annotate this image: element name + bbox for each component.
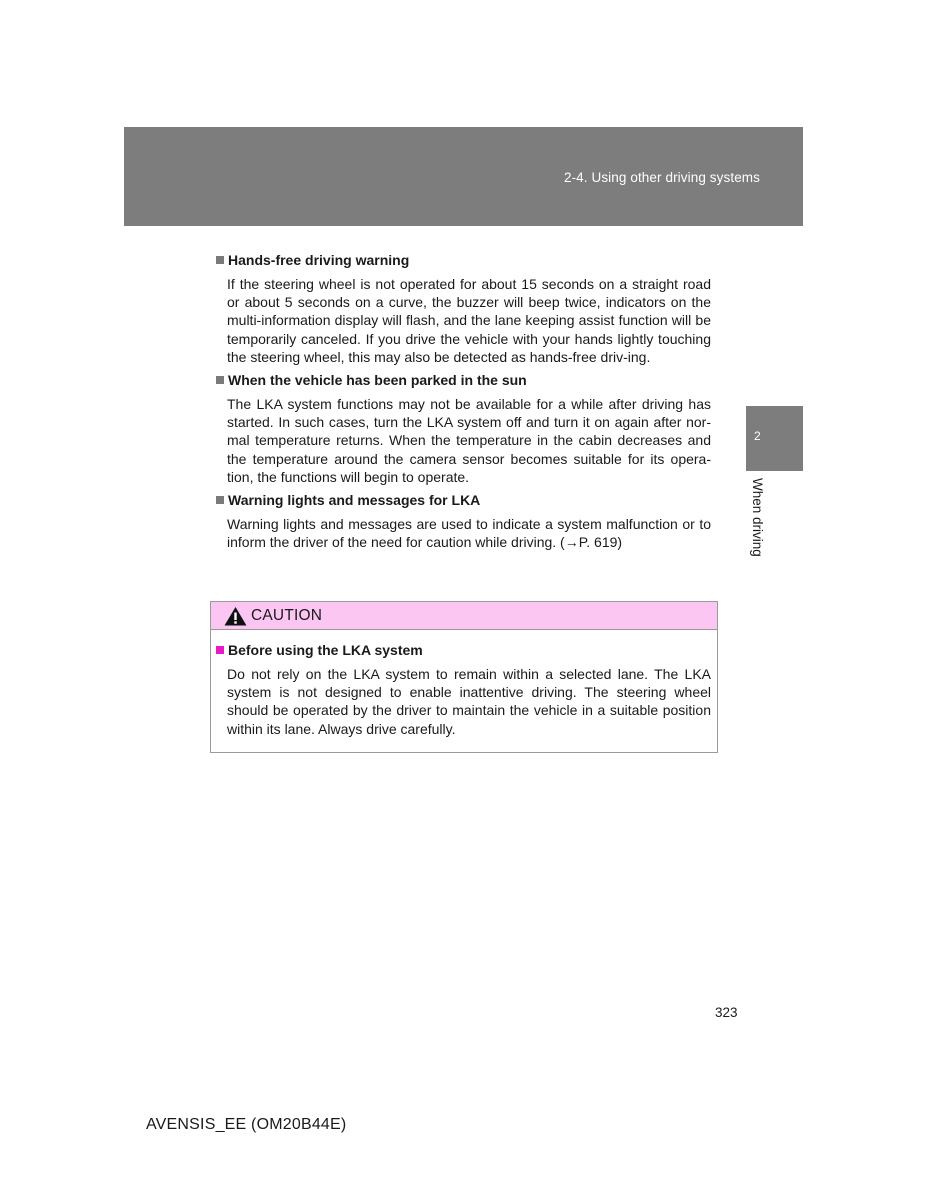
square-bullet-icon xyxy=(216,376,224,384)
caution-header xyxy=(211,602,717,630)
section-warning-lights xyxy=(216,491,711,551)
warning-triangle-icon xyxy=(224,606,247,626)
page-number: 323 xyxy=(715,1005,738,1020)
caution-heading xyxy=(216,641,712,659)
section-title: 2-4. Using other driving systems xyxy=(563,170,760,185)
section-heading xyxy=(216,491,711,509)
section-heading xyxy=(216,371,711,389)
caution-title: CAUTION xyxy=(251,606,323,624)
section-body: If the steering wheel is not operated for about 15 seconds on a straight road or about 5 seconds on a curve, the buzzer will beep twice, indicators on the multi-information display will flash, and the lane keeping assist function will be temporarily canceled. If you drive the vehicle with your hands lightly touching the steering wheel, this may also be detected as hands-free driv-ing. xyxy=(227,276,711,365)
manual-code: AVENSIS_EE (OM20B44E) xyxy=(146,1116,347,1133)
section-parked-sun xyxy=(216,371,711,486)
chapter-label: When driving xyxy=(750,478,765,557)
header-band xyxy=(124,127,803,226)
section-hands-free xyxy=(216,251,711,366)
section-heading-text: Warning lights and messages for LKA xyxy=(228,492,481,509)
section-heading xyxy=(216,251,711,269)
section-heading-text: Hands-free driving warning xyxy=(228,252,410,268)
square-bullet-icon xyxy=(216,496,224,504)
caution-body: Do not rely on the LKA system to remain within a selected lane. The LKA system is not designed to enable inattentive driving. The steering wheel should be operated by the driver to maintain the vehicle in a suitable position within its lane. Always drive carefully. xyxy=(227,666,711,737)
square-bullet-icon xyxy=(216,256,224,264)
main-content xyxy=(216,251,711,551)
section-body: The LKA system functions may not be available for a while after driving has started. In such cases, turn the LKA system off and turn it on again after nor-mal temperature returns. When the temperature in the cabin decreases and the temperature around the camera sensor becomes suitable for its opera-tion, the functions will begin to operate. xyxy=(227,396,711,485)
section-heading-text: When the vehicle has been parked in the sun xyxy=(228,372,527,389)
caution-box xyxy=(210,601,718,753)
caution-content xyxy=(211,630,717,738)
chapter-number: 2 xyxy=(754,429,761,443)
caution-heading-text: Before using the LKA system xyxy=(228,642,423,658)
section-body: Warning lights and messages are used to indicate a system malfunction or to inform the driver of the need for caution while driving. (→P. 619) xyxy=(227,516,711,551)
pink-square-bullet-icon xyxy=(216,646,224,654)
chapter-tab xyxy=(746,406,803,471)
